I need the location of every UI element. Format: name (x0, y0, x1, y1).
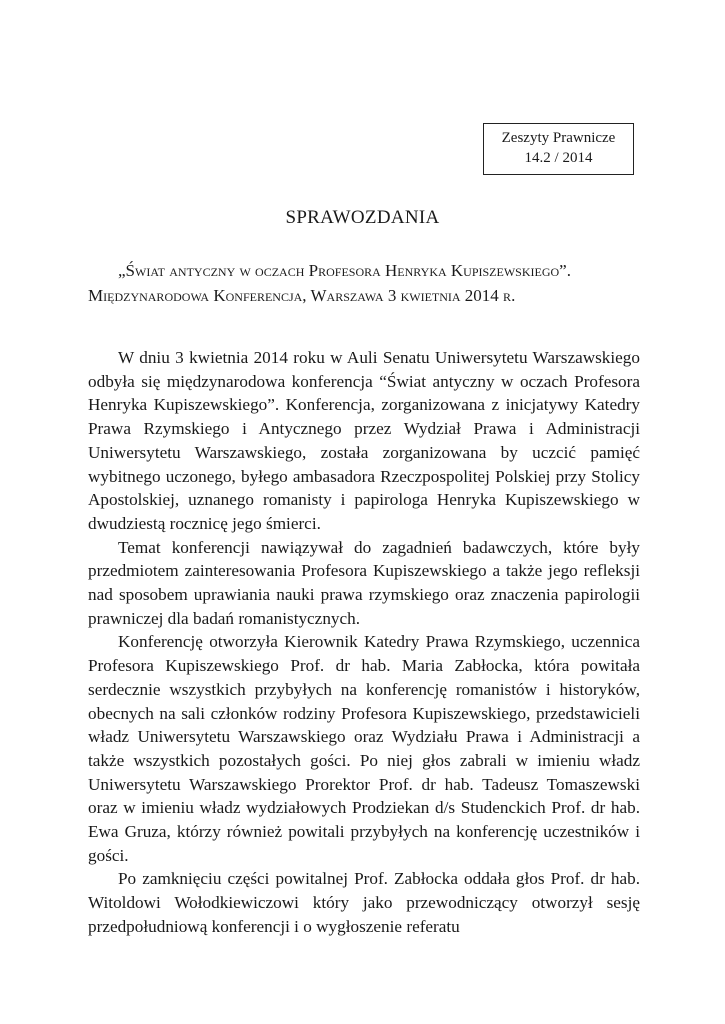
paragraph: W dniu 3 kwietnia 2014 roku w Auli Senatu Uniwersytetu Warszawskiego odbyła się międzynarodowa konferencja “Świat antyczny w oczach Profesora Henryka Kupiszewskiego”. Konferencja, zorganizowana z inicjatywy Katedry Prawa Rzymskiego i Antycznego przez Wydział Prawa i Administracji Uniwersytetu Warszawskiego, została zorganizowana by uczcić pamięć wybitnego uczonego, byłego ambasadora Rzeczpospolitej Polskiej przy Stolicy Apostolskiej, uznanego romanisty i papirologa Henryka Kupiszewskiego w dwudziestą rocznicę jego śmierci. (88, 348, 640, 533)
journal-info-box (483, 123, 634, 175)
journal-issue: 14.2 / 2014 (524, 150, 593, 166)
paragraph: Temat konferencji nawiązywał do zagadnień badawczych, które były przedmiotem zainteresowania Profesora Kupiszewskiego a także jego refleksji nad sposobem uprawiania nauki prawa rzymskiego oraz znaczenia papirologii prawniczej dla badań romanistycznych. (88, 537, 640, 628)
subtitle-line-1: „Świat antyczny w oczach Profesora Henryka Kupiszewskiego”. (118, 261, 571, 280)
paragraph: Konferencję otworzyła Kierownik Katedry Prawa Rzymskiego, uczennica Profesora Kupiszewskiego Prof. dr hab. Maria Zabłocka, która powitała serdecznie wszystkich przybyłych na konferencję romanistów i historyków, obecnych na sali członków rodziny Profesora Kupiszewskiego, przedstawicieli władz Uniwersytetu Warszawskiego oraz Wydziału Prawa i Administracji a także wszystkich pozostałych gości. Po niej głos zabrali w imieniu władz Uniwersytetu Warszawskiego Prorektor Prof. dr hab. Tadeusz Tomaszewski oraz w imieniu władz wydziałowych Prodziekan d/s Studenckich Prof. dr hab. Ewa Gruza, którzy również powitali przybyłych na konferencję uczestników i gości. (88, 632, 640, 865)
subtitle-line-2: Międzynarodowa Konferencja, Warszawa 3 kwietnia 2014 r. (88, 286, 516, 305)
section-title: SPRAWOZDANIA (285, 207, 440, 228)
journal-name: Zeszyty Prawnicze (501, 130, 616, 146)
report-subtitle (88, 258, 640, 308)
body-text (88, 346, 640, 939)
paragraph: Po zamknięciu części powitalnej Prof. Zabłocka oddała głos Prof. dr hab. Witoldowi Wołodkiewiczowi który jako przewodniczący otworzył sesję przedpołudniową konferencji i o wygłoszenie referatu (88, 869, 640, 936)
